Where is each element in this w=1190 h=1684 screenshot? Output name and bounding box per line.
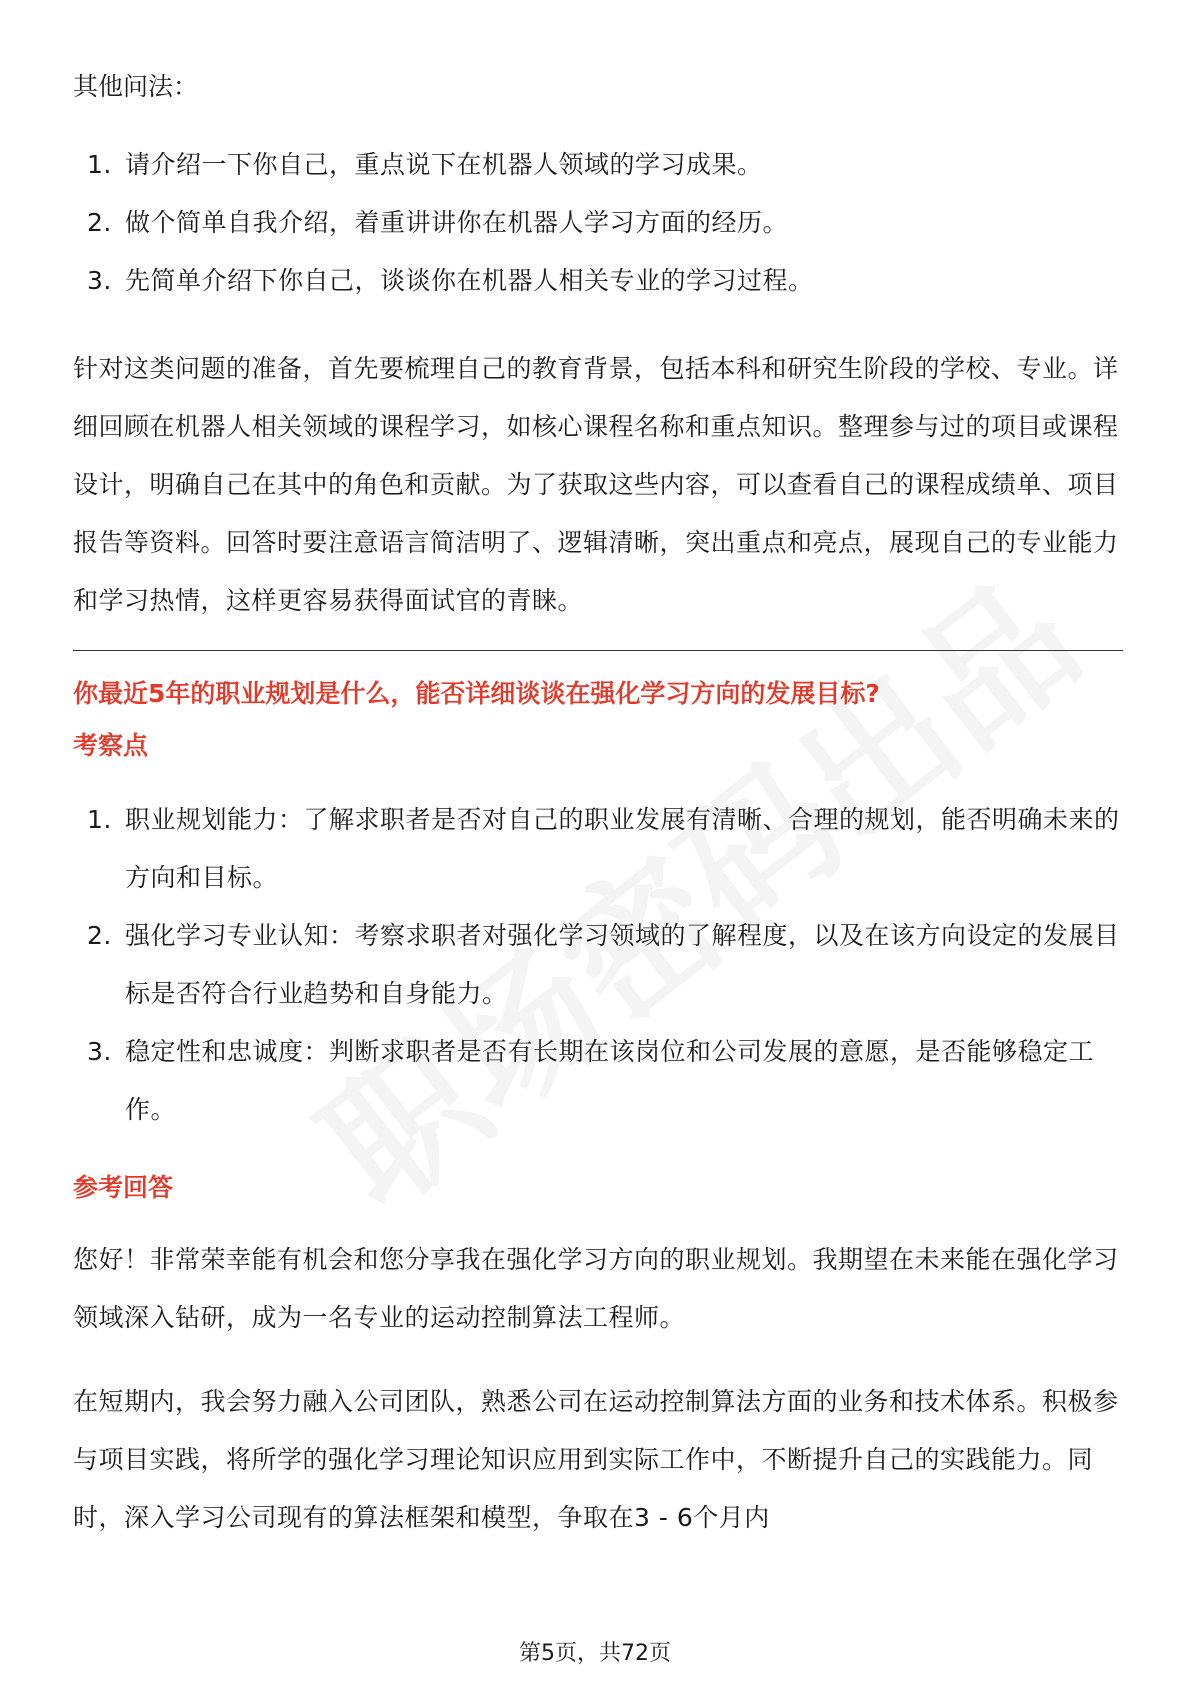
answer-paragraph: 您好！非常荣幸能有机会和您分享我在强化学习方向的职业规划。我期望在未来能在强化学习领域深入钻研，成为一名专业的运动控制算法工程师。: [73, 1245, 1119, 1332]
list-item: 1. 请介绍一下你自己，重点说下在机器人领域的学习成果。: [87, 150, 763, 179]
answer-label: 参考回答: [73, 1173, 174, 1202]
answer-paragraph: 在短期内，我会努力融入公司团队，熟悉公司在运动控制算法方面的业务和技术体系。积极参与项目实践，将所学的强化学习理论知识应用到实际工作中，不断提升自己的实践能力。同时，深入学习公司现有的算法框架和模型，争取在3 - 6个月内: [73, 1387, 1119, 1532]
list-item: 2. 做个简单自我介绍，着重讲讲你在机器人学习方面的经历。: [87, 208, 789, 237]
page-content: [73, 58, 1123, 1547]
assess-label: 考察点: [73, 731, 149, 760]
page-footer: 第5页，共72页: [519, 1641, 671, 1666]
prep-paragraph: 针对这类问题的准备，首先要梳理自己的教育背景，包括本科和研究生阶段的学校、专业。详细回顾在机器人相关领域的课程学习，如核心课程名称和重点知识。整理参与过的项目或课程设计，明确自己在其中的角色和贡献。为了获取这些内容，可以查看自己的课程成绩单、项目报告等资料。回答时要注意语言简洁明了、逻辑清晰，突出重点和亮点，展现自己的专业能力和学习热情，这样更容易获得面试官的青睐。: [73, 354, 1119, 615]
other-questions-list: [73, 136, 1123, 310]
section-divider: [73, 650, 1123, 651]
list-item: 3. 稳定性和忠诚度：判断求职者是否有长期在该岗位和公司发展的意愿，是否能够稳定工作。: [87, 1037, 1095, 1124]
list-item: 1. 职业规划能力：了解求职者是否对自己的职业发展有清晰、合理的规划，能否明确未来的方向和目标。: [87, 805, 1120, 892]
question-title: 你最近5年的职业规划是什么，能否详细谈谈在强化学习方向的发展目标?: [73, 679, 880, 708]
other-questions-label: 其他问法：: [73, 72, 199, 101]
list-item: 2. 强化学习专业认知：考察求职者对强化学习领域的了解程度，以及在该方向设定的发展目标是否符合行业趋势和自身能力。: [87, 921, 1120, 1008]
assess-points-list: [73, 791, 1123, 1139]
list-item: 3. 先简单介绍下你自己，谈谈你在机器人相关专业的学习过程。: [87, 266, 814, 295]
